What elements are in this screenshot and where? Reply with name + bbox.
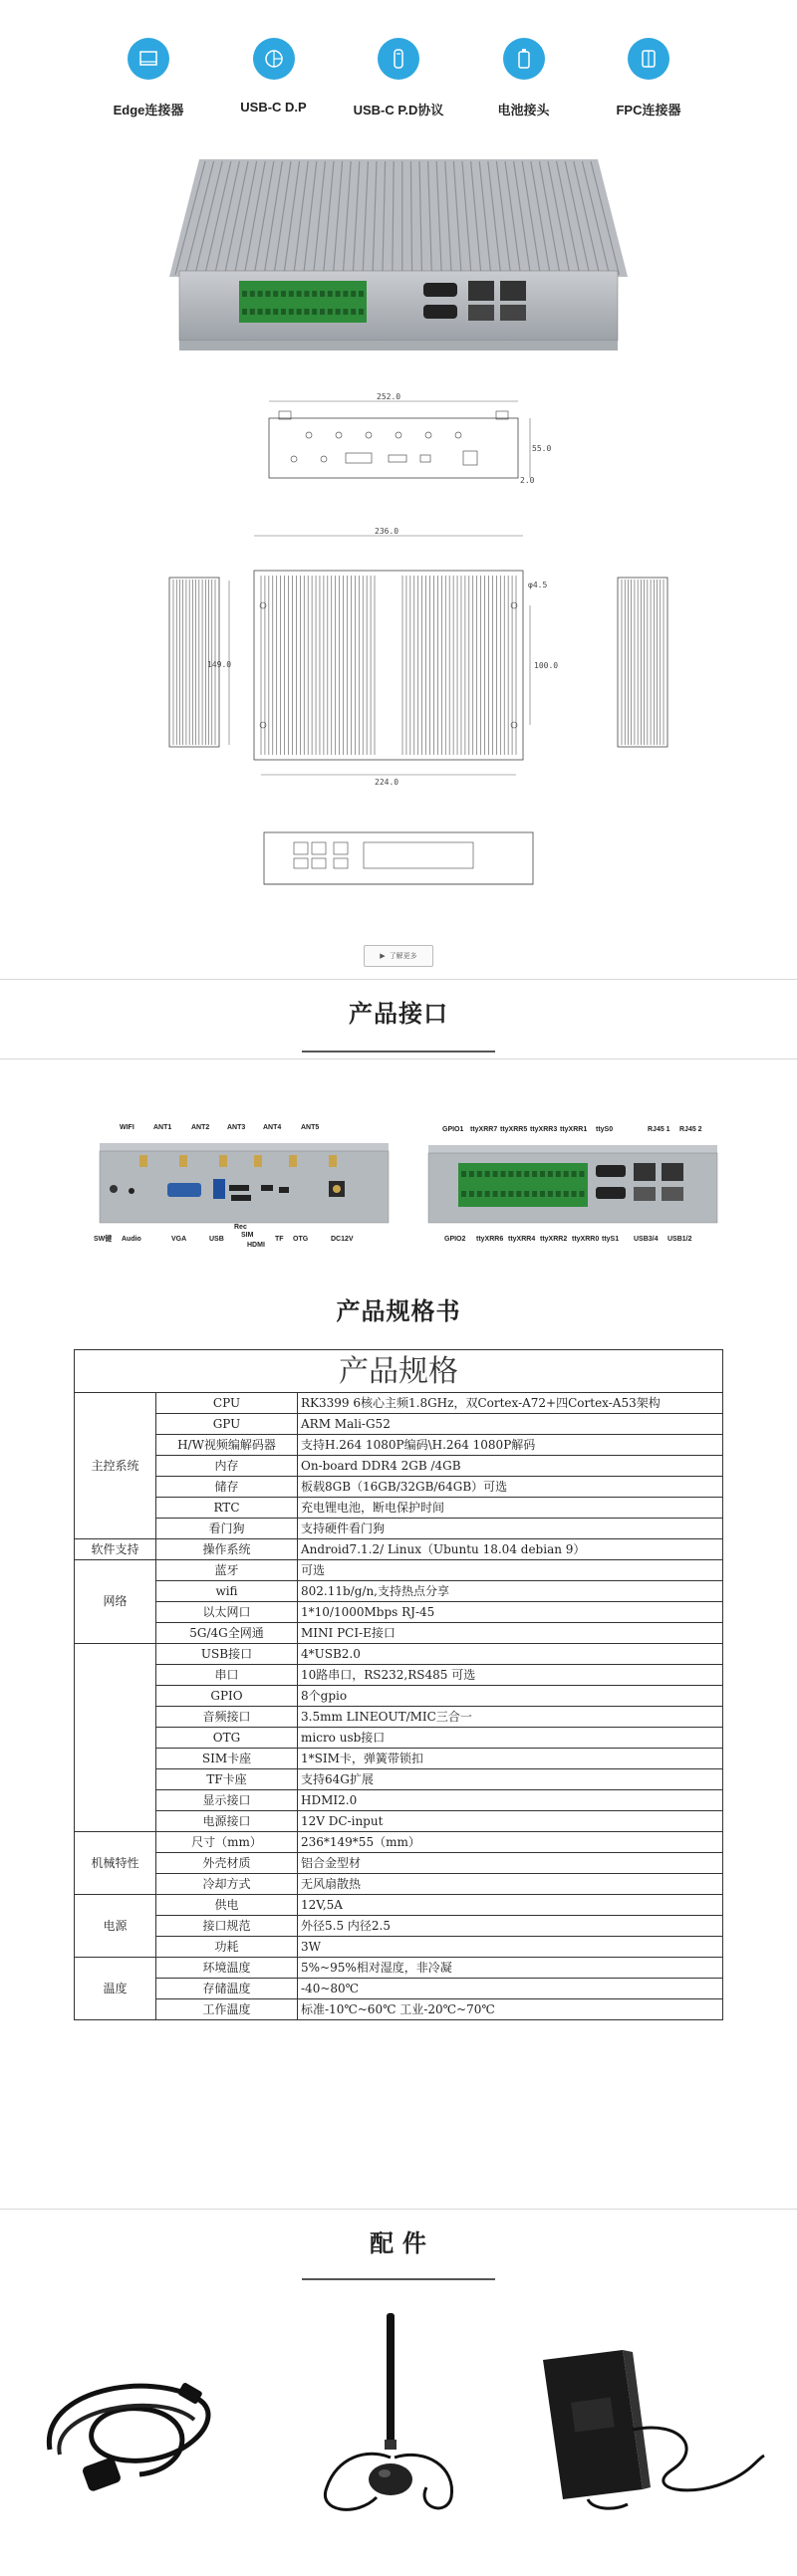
interface-label: Audio	[122, 1236, 141, 1243]
spec-item: 尺寸（mm）	[156, 1832, 298, 1853]
antenna-icon	[317, 2308, 466, 2522]
spec-category: 网络	[75, 1560, 156, 1644]
spec-category	[75, 1644, 156, 1832]
product-photo	[169, 159, 628, 358]
terminal-pin	[524, 1171, 529, 1177]
spec-value: On-board DDR4 2GB /4GB	[298, 1456, 723, 1477]
terminal-pin	[273, 291, 278, 297]
terminal-pin	[548, 1191, 553, 1197]
learn-more-label: 了解更多	[389, 953, 417, 960]
interface-label: ttyS0	[596, 1126, 614, 1133]
connector-fpc	[590, 38, 707, 118]
section-divider	[0, 2209, 797, 2210]
spec-row	[75, 1456, 723, 1477]
spec-value: 可选	[298, 1560, 723, 1581]
terminal-pin	[580, 1191, 585, 1197]
terminal-pin	[493, 1191, 498, 1197]
connector-usbc-dp	[215, 38, 333, 118]
spec-value: 4*USB2.0	[298, 1644, 723, 1665]
interface-label: ttyXRR4	[508, 1236, 536, 1243]
terminal-pin	[469, 1171, 474, 1177]
interface-label: Rec	[234, 1224, 247, 1231]
spec-table	[74, 1349, 723, 2020]
learn-more-button[interactable]	[364, 945, 433, 967]
terminal-pin	[564, 1171, 569, 1177]
interface-label: ttyXRR5	[500, 1126, 528, 1133]
terminal-pin	[540, 1171, 545, 1177]
spec-value: 支持H.264 1080P编码\H.264 1080P解码	[298, 1435, 723, 1456]
spec-item: 显示接口	[156, 1790, 298, 1811]
interface-label: ttyS1	[602, 1236, 620, 1243]
connector-edge	[90, 38, 207, 118]
terminal-pin	[556, 1171, 561, 1177]
spec-category: 软件支持	[75, 1539, 156, 1560]
title-underline	[302, 1051, 495, 1053]
top-dimension-drawing	[249, 392, 552, 488]
spec-item: wifi	[156, 1581, 298, 1602]
connector-label: USB-C D.P	[240, 100, 307, 115]
spec-item: 串口	[156, 1665, 298, 1686]
dim-main-width: 236.0	[375, 527, 399, 536]
terminal-pin	[477, 1191, 482, 1197]
terminal-pin	[250, 309, 255, 315]
terminal-pin	[359, 291, 364, 297]
terminal-pin	[289, 291, 294, 297]
spec-value: 铝合金型材	[298, 1853, 723, 1874]
spec-row	[75, 1749, 723, 1769]
terminal-pin	[312, 309, 317, 315]
spec-item: 接口规范	[156, 1916, 298, 1937]
spec-row	[75, 1519, 723, 1539]
spec-item: GPU	[156, 1414, 298, 1435]
terminal-pin	[320, 291, 325, 297]
spec-category: 温度	[75, 1958, 156, 2020]
interface-label: ANT3	[227, 1124, 246, 1131]
spec-row	[75, 1581, 723, 1602]
spec-category: 电源	[75, 1895, 156, 1958]
interface-label: GPIO2	[444, 1236, 466, 1243]
terminal-pin	[461, 1171, 466, 1177]
usb-c-pd-icon	[378, 38, 419, 80]
terminal-pin	[242, 291, 247, 297]
terminal-pin	[524, 1191, 529, 1197]
interface-label: USB3/4	[634, 1236, 659, 1243]
spec-value: 12V,5A	[298, 1895, 723, 1916]
dim-top-width: 252.0	[377, 392, 401, 401]
terminal-pin	[548, 1171, 553, 1177]
accessories-title: 配 件	[370, 2230, 427, 2257]
interface-label: ttyXRR1	[560, 1126, 588, 1133]
spec-item: 供电	[156, 1895, 298, 1916]
terminal-pin	[343, 291, 348, 297]
spec-item: 5G/4G全网通	[156, 1623, 298, 1644]
terminal-pin	[343, 309, 348, 315]
spec-item: 看门狗	[156, 1519, 298, 1539]
spec-value: 10路串口，RS232,RS485 可选	[298, 1665, 723, 1686]
spec-item: SIM卡座	[156, 1749, 298, 1769]
interface-label: ANT2	[191, 1124, 210, 1131]
terminal-pin	[359, 309, 364, 315]
spec-row	[75, 1560, 723, 1581]
spec-table-header: 产品规格	[75, 1350, 723, 1393]
spec-item: RTC	[156, 1498, 298, 1519]
spec-category: 机械特性	[75, 1832, 156, 1895]
interface-label: ttyXRR7	[470, 1126, 498, 1133]
main-top-view-drawing	[199, 526, 578, 795]
terminal-pin	[556, 1191, 561, 1197]
terminal-pin	[336, 309, 341, 315]
terminal-pin	[477, 1171, 482, 1177]
usb-c-dp-icon	[253, 38, 295, 80]
connector-icons-row	[90, 38, 707, 118]
spec-row	[75, 1435, 723, 1456]
spec-row	[75, 1665, 723, 1686]
spec-value: 5%~95%相对湿度，非冷凝	[298, 1958, 723, 1979]
spec-row	[75, 1832, 723, 1853]
terminal-pin	[281, 309, 286, 315]
interface-label: ttyXRR3	[530, 1126, 558, 1133]
terminal-pin	[508, 1191, 513, 1197]
spec-item: 冷却方式	[156, 1874, 298, 1895]
spec-value: 支持硬件看门狗	[298, 1519, 723, 1539]
connector-usbc-pd	[340, 38, 457, 118]
terminal-pin	[469, 1191, 474, 1197]
spec-row	[75, 1686, 723, 1707]
spec-item: TF卡座	[156, 1769, 298, 1790]
interface-label: GPIO1	[442, 1126, 464, 1133]
spec-item: 环境温度	[156, 1958, 298, 1979]
spec-row	[75, 1769, 723, 1790]
terminal-pin	[564, 1191, 569, 1197]
spec-value: 无风扇散热	[298, 1874, 723, 1895]
spec-item: 储存	[156, 1477, 298, 1498]
spec-item: 工作温度	[156, 1999, 298, 2020]
terminal-pin	[532, 1191, 537, 1197]
spec-item: USB接口	[156, 1644, 298, 1665]
spec-row	[75, 1414, 723, 1435]
terminal-pin	[258, 291, 263, 297]
terminal-pin	[540, 1191, 545, 1197]
spec-row	[75, 1874, 723, 1895]
spec-item: 功耗	[156, 1937, 298, 1958]
terminal-pin	[328, 291, 333, 297]
spec-value: 充电锂电池，断电保护时间	[298, 1498, 723, 1519]
terminal-pin	[351, 309, 356, 315]
terminal-pin	[258, 309, 263, 315]
spec-value: HDMI2.0	[298, 1790, 723, 1811]
dim-inner-height: 100.0	[534, 661, 559, 670]
spec-row	[75, 1958, 723, 1979]
power-cord-icon	[30, 2350, 229, 2499]
terminal-pin	[501, 1171, 506, 1177]
terminal-pin	[508, 1171, 513, 1177]
interface-label: VGA	[171, 1236, 187, 1243]
terminal-pin	[297, 309, 302, 315]
spec-row	[75, 1539, 723, 1560]
terminal-pin	[265, 291, 270, 297]
arrow-right-icon: ▶	[380, 953, 386, 960]
terminal-pin	[304, 309, 309, 315]
interface-label: TF	[275, 1236, 284, 1243]
spec-value: 3W	[298, 1937, 723, 1958]
interface-label: DC12V	[331, 1236, 354, 1243]
interface-label: USB	[209, 1236, 224, 1243]
terminal-pin	[485, 1191, 490, 1197]
interface-label: HDMI	[247, 1242, 265, 1249]
edge-connector-icon	[128, 38, 169, 80]
spec-value: 802.11b/g/n,支持热点分享	[298, 1581, 723, 1602]
spec-item: 外壳材质	[156, 1853, 298, 1874]
terminal-pin	[516, 1191, 521, 1197]
terminal-pin	[242, 309, 247, 315]
terminal-pin	[265, 309, 270, 315]
terminal-pin	[304, 291, 309, 297]
interface-label: ttyXRR2	[540, 1236, 568, 1243]
terminal-pin	[289, 309, 294, 315]
terminal-pin	[320, 309, 325, 315]
interfaces-title: 产品接口	[349, 1001, 448, 1028]
terminal-pin	[273, 309, 278, 315]
terminal-pin	[501, 1191, 506, 1197]
spec-row	[75, 1999, 723, 2020]
spec-value: -40~80℃	[298, 1979, 723, 1999]
terminal-pin	[493, 1171, 498, 1177]
terminal-pin	[297, 291, 302, 297]
section-divider	[0, 979, 797, 980]
interface-label: ANT4	[263, 1124, 282, 1131]
spec-value: 1*10/1000Mbps RJ-45	[298, 1602, 723, 1623]
side-view-right-drawing	[608, 568, 677, 767]
rear-view-drawing	[254, 824, 543, 894]
dim-bottom-width: 224.0	[375, 778, 399, 787]
battery-connector-icon	[503, 38, 545, 80]
spec-section-title: 产品规格书	[336, 1298, 461, 1325]
interface-label: ttyXRR6	[476, 1236, 504, 1243]
interface-label: ANT5	[301, 1124, 320, 1131]
terminal-pin	[312, 291, 317, 297]
power-adapter-icon	[533, 2340, 772, 2514]
spec-row	[75, 1644, 723, 1665]
spec-value: 支持64G扩展	[298, 1769, 723, 1790]
terminal-pin	[572, 1191, 577, 1197]
interface-label: USB1/2	[667, 1236, 692, 1243]
spec-row	[75, 1728, 723, 1749]
rear-interface-photo	[418, 1115, 727, 1255]
terminal-pin	[516, 1171, 521, 1177]
terminal-pin	[532, 1171, 537, 1177]
spec-item: 电源接口	[156, 1811, 298, 1832]
terminal-pin	[572, 1171, 577, 1177]
spec-row	[75, 1393, 723, 1414]
spec-value: 外径5.5 内径2.5	[298, 1916, 723, 1937]
spec-item: OTG	[156, 1728, 298, 1749]
connector-label: 电池接头	[497, 103, 550, 117]
fpc-connector-icon	[628, 38, 669, 80]
spec-value: 板载8GB（16GB/32GB/64GB）可选	[298, 1477, 723, 1498]
spec-row	[75, 1811, 723, 1832]
section-divider	[0, 1058, 797, 1059]
front-interface-photo	[80, 1115, 398, 1255]
dim-top-small: 2.0	[520, 476, 535, 485]
spec-value: MINI PCI-E接口	[298, 1623, 723, 1644]
terminal-pin	[485, 1171, 490, 1177]
spec-item: 以太网口	[156, 1602, 298, 1623]
spec-row	[75, 1477, 723, 1498]
terminal-pin	[250, 291, 255, 297]
spec-row	[75, 1937, 723, 1958]
interface-label: SIM	[241, 1232, 254, 1239]
spec-row	[75, 1498, 723, 1519]
spec-row	[75, 1853, 723, 1874]
spec-row	[75, 1602, 723, 1623]
spec-item: 操作系统	[156, 1539, 298, 1560]
terminal-pin	[351, 291, 356, 297]
spec-item: 音频接口	[156, 1707, 298, 1728]
spec-row	[75, 1979, 723, 1999]
spec-value: 12V DC-input	[298, 1811, 723, 1832]
spec-item: 蓝牙	[156, 1560, 298, 1581]
interface-label: RJ45 1	[648, 1126, 670, 1133]
spec-value: 236*149*55（mm）	[298, 1832, 723, 1853]
spec-value: ARM Mali-G52	[298, 1414, 723, 1435]
interface-label: ANT1	[153, 1124, 172, 1131]
dim-hole: φ4.5	[528, 581, 548, 589]
spec-row	[75, 1790, 723, 1811]
interface-label: SW键	[94, 1236, 113, 1243]
spec-value: 标准-10℃~60℃ 工业-20℃~70℃	[298, 1999, 723, 2020]
spec-value: 1*SIM卡，弹簧带锁扣	[298, 1749, 723, 1769]
connector-label: FPC连接器	[616, 103, 681, 117]
interface-label: WIFI	[120, 1124, 134, 1131]
dim-main-height: 149.0	[207, 660, 232, 669]
spec-value: 3.5mm LINEOUT/MIC三合一	[298, 1707, 723, 1728]
spec-item: GPIO	[156, 1686, 298, 1707]
terminal-pin	[580, 1171, 585, 1177]
spec-value: Android7.1.2/ Linux（Ubuntu 18.04 debian 9）	[298, 1539, 723, 1560]
spec-value: RK3399 6核心主频1.8GHz，双Cortex-A72+四Cortex-A53架构	[298, 1393, 723, 1414]
spec-value: 8个gpio	[298, 1686, 723, 1707]
interface-label: ttyXRR0	[572, 1236, 600, 1243]
spec-item: H/W视频编解码器	[156, 1435, 298, 1456]
dim-top-height: 55.0	[532, 444, 552, 453]
spec-item: 内存	[156, 1456, 298, 1477]
terminal-pin	[328, 309, 333, 315]
spec-item: 存储温度	[156, 1979, 298, 1999]
connector-label: USB-C P.D协议	[353, 103, 444, 117]
interface-label: OTG	[293, 1236, 309, 1243]
spec-item: CPU	[156, 1393, 298, 1414]
interface-label: RJ45 2	[679, 1126, 702, 1133]
connector-battery	[465, 38, 583, 118]
spec-row	[75, 1916, 723, 1937]
title-underline	[302, 2278, 495, 2280]
spec-value: micro usb接口	[298, 1728, 723, 1749]
spec-row	[75, 1895, 723, 1916]
connector-label: Edge连接器	[113, 103, 184, 117]
spec-category: 主控系统	[75, 1393, 156, 1539]
spec-row	[75, 1623, 723, 1644]
terminal-pin	[336, 291, 341, 297]
terminal-pin	[461, 1191, 466, 1197]
spec-row	[75, 1707, 723, 1728]
terminal-pin	[281, 291, 286, 297]
